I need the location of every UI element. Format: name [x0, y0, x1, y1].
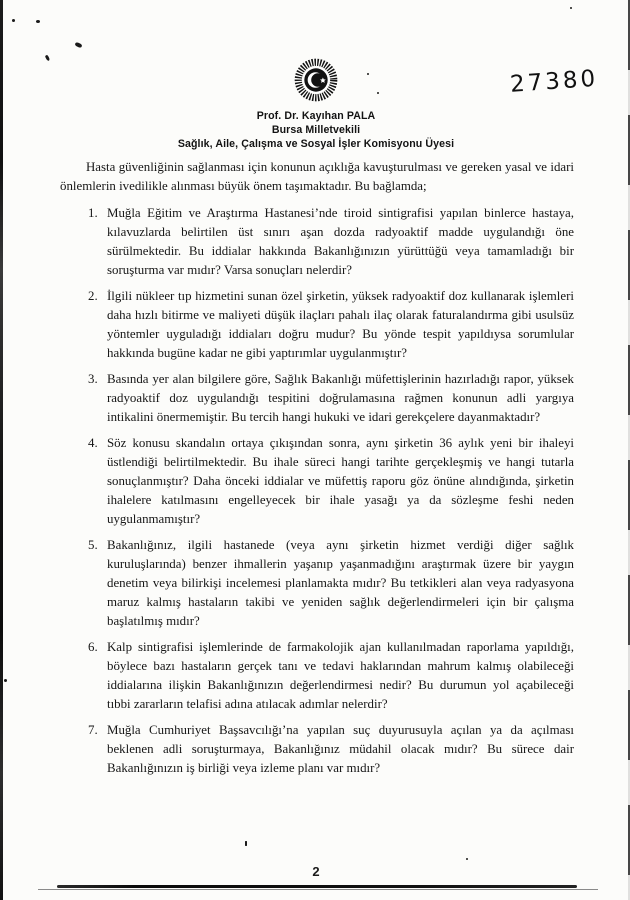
ink-speck [74, 42, 82, 49]
footer-rule [57, 885, 577, 888]
handwritten-registry-number: 27380 [509, 65, 599, 98]
question-text: Muğla Eğitim ve Araştırma Hastanesi’nde tiroid sintigrafisi yapılan binlerce hastaya, kılavuzlarda belirtilen üst sınırı aşan dozda radyoaktif madde uygulandığı öne sürülmektedir. Bu iddialar hakkında Bakanlığınızın yürüttüğü veya tamamladığı bir soruşturma var mıdır? Varsa sonuçları nelerdir? [107, 206, 574, 277]
mp-name: Prof. Dr. Kayıhan PALA [256, 110, 376, 122]
question-number: 7. [88, 723, 98, 737]
question-item [60, 536, 574, 631]
ink-speck [12, 19, 15, 22]
mp-title: Bursa Milletvekili [271, 124, 361, 136]
question-number: 4. [88, 436, 98, 450]
question-item [60, 721, 574, 778]
question-item [60, 370, 574, 427]
question-item [60, 434, 574, 529]
question-item [60, 287, 574, 363]
ink-speck [466, 858, 468, 860]
letterhead [2, 57, 630, 150]
question-number: 3. [88, 372, 98, 386]
question-number: 5. [88, 538, 98, 552]
mp-committee: Sağlık, Aile, Çalışma ve Sosyal İşler Komisyonu Üyesi [177, 138, 455, 150]
question-item [60, 638, 574, 714]
crescent-star-emblem-icon [293, 57, 339, 103]
ink-speck [570, 7, 572, 9]
question-number: 1. [88, 206, 98, 220]
ink-speck [4, 679, 7, 682]
question-item [60, 204, 574, 280]
question-number: 6. [88, 640, 98, 654]
question-text: Basında yer alan bilgilere göre, Sağlık Bakanlığı müfettişlerinin hazırladığı rapor, yüksek radyoaktif doz uygulandığı tespitini doğrulamasına rağmen konunun adli yargıya intikalini önermemiştir. Bu tercih hangi hukuki ve idari gerekçelere dayanmaktadır? [107, 372, 574, 424]
question-text: Muğla Cumhuriyet Başsavcılığı’na yapılan suç duyurusuyla açılan ya da açılması beklenen adli soruşturmaya, Bakanlığınız müdahil olacak mıdır? Bu sürece dair Bakanlığınızın iş birliği veya izleme planı var mıdır? [107, 723, 574, 775]
document-body [60, 158, 574, 778]
question-text: Söz konusu skandalın ortaya çıkışından sonra, aynı şirketin 36 aylık yeni bir ihaleyi üstlendiği belirtilmektedir. Bu ihale süreci hangi tarihte gerçekleşmiş ve hangi tutarla sonuçlanmıştır? Daha önceki iddialar ve müfettiş raporu göz önüne alındığında, şirketin ihalelere katılmasını engelleyecek bir ihale yasağı ya da sözleşme feshi neden uygulanmamıştır? [107, 436, 574, 526]
ink-speck [245, 841, 247, 846]
footer-rule-shadow [38, 889, 598, 890]
question-number: 2. [88, 289, 98, 303]
question-text: Kalp sintigrafisi işlemlerinde de farmakolojik ajan kullanılmadan raporlama yapıldığı, böylece bazı hastaların gerçek tanı ve tedavi haklarından mahrum kalmış olabileceği iddialarına ilişkin Bakanlığınızın değerlendirmesi nedir? Bu durumun yol açabileceği tıbbi zararların telafisi adına atılacak adımlar nelerdir? [107, 640, 574, 711]
question-text: İlgili nükleer tıp hizmetini sunan özel şirketin, yüksek radyoaktif doz kullanarak işlemleri daha hızlı bitirme ve maliyeti düşük ilaçları pahalı ilaç olarak faturalandırma gibi usulsüz yöntemler uyguladığı iddiaları doğru mudur? Bu yönde tespit yapıldıysa sorumlular hakkında bugüne kadar ne gibi yaptırımlar uygulanmıştır? [107, 289, 574, 360]
ink-speck [36, 20, 40, 23]
intro-paragraph: Hasta güvenliğinin sağlanması için konunun açıklığa kavuşturulması ve gereken yasal ve idari önlemlerin ivedilikle alınması büyük önem taşımaktadır. Bu bağlamda; [60, 160, 574, 193]
question-text: Bakanlığınız, ilgili hastanede (veya aynı şirketin hizmet verdiği diğer sağlık kuruluşlarında) benzer ihmallerin yaşanıp yaşanmadığını araştırmak üzere bir yaygın denetim veya bilirkişi incelemesi planlamakta mıdır? Bu tetkikleri alan veya radyasyona maruz kalmış hastaların takibi ve yeniden sağlık değerlendirmeleri için bir çalışma başlatılmış mıdır? [107, 538, 574, 628]
page-number: 2 [312, 864, 320, 879]
